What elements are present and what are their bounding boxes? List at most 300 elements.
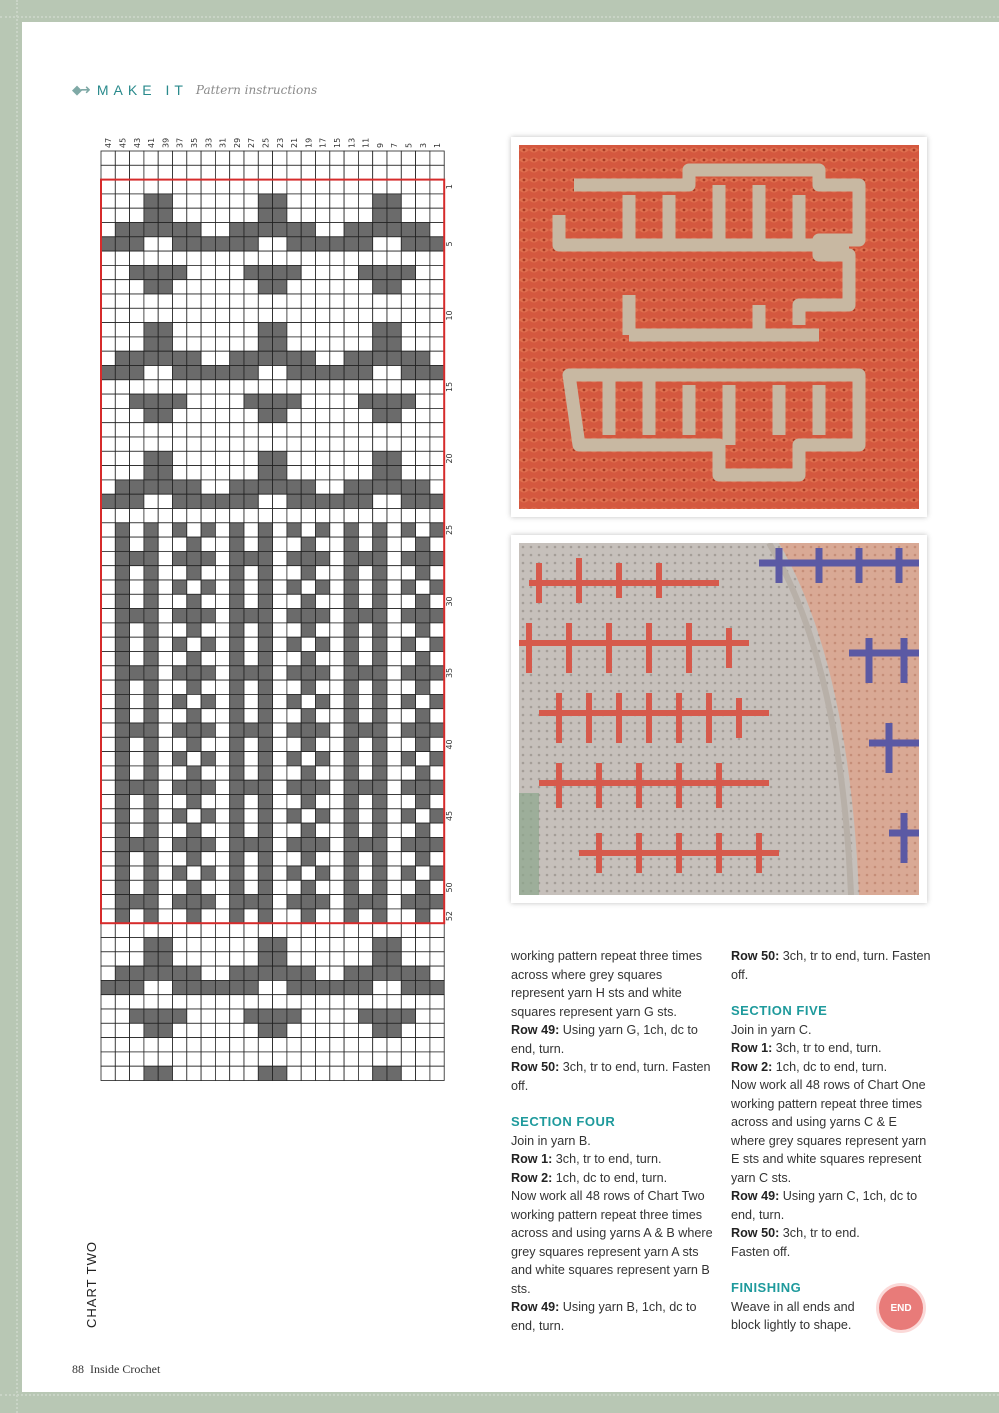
chart-cell <box>215 780 229 794</box>
chart-cell <box>115 966 129 980</box>
chart-cell <box>144 980 158 994</box>
chart-cell <box>301 623 315 637</box>
chart-cell <box>316 323 330 337</box>
chart-cell <box>130 795 144 809</box>
chart-cell <box>430 866 444 880</box>
chart-cell <box>130 509 144 523</box>
chart-cell <box>316 466 330 480</box>
chart-cell <box>330 151 344 165</box>
chart-cell <box>201 737 215 751</box>
chart-cell <box>387 308 401 322</box>
chart-cell <box>130 1009 144 1023</box>
chart-cell <box>130 165 144 179</box>
chart-cell <box>130 408 144 422</box>
chart-cell <box>344 580 358 594</box>
chart-cell <box>287 680 301 694</box>
chart-cell <box>273 523 287 537</box>
chart-cell <box>101 165 115 179</box>
chart-cell <box>230 723 244 737</box>
chart-cell <box>373 523 387 537</box>
chart-cell <box>416 852 430 866</box>
chart-cell <box>215 823 229 837</box>
chart-cell <box>201 437 215 451</box>
paragraph: Join in yarn C. <box>731 1022 812 1037</box>
chart-cell <box>316 1052 330 1066</box>
chart-cell <box>101 180 115 194</box>
chart-cell <box>316 723 330 737</box>
chart-cell <box>258 251 272 265</box>
chart-cell <box>187 223 201 237</box>
chart-cell <box>287 194 301 208</box>
chart-cell <box>201 251 215 265</box>
chart-cell <box>344 180 358 194</box>
chart-cell <box>201 366 215 380</box>
chart-cell <box>201 1009 215 1023</box>
chart-cell <box>173 923 187 937</box>
chart-cell <box>187 780 201 794</box>
chart-cell <box>330 251 344 265</box>
chart-cell <box>201 1052 215 1066</box>
chart-cell <box>358 837 372 851</box>
chart-cell <box>158 852 172 866</box>
chart-cell <box>258 709 272 723</box>
chart-cell <box>215 709 229 723</box>
chart-cell <box>401 280 415 294</box>
chart-cell <box>101 566 115 580</box>
chart-cell <box>387 165 401 179</box>
chart-cell <box>201 551 215 565</box>
chart-cell <box>316 523 330 537</box>
chart-cell <box>244 394 258 408</box>
chart-cell <box>115 394 129 408</box>
chart-cell <box>387 609 401 623</box>
chart-cell <box>287 423 301 437</box>
chart-cell <box>201 837 215 851</box>
chart-cell <box>230 494 244 508</box>
chart-cell <box>316 394 330 408</box>
chart-cell <box>430 237 444 251</box>
chart-cell <box>244 423 258 437</box>
chart-column-label: 35 <box>189 137 199 148</box>
chart-cell <box>215 995 229 1009</box>
chart-cell <box>373 652 387 666</box>
chart-cell <box>187 551 201 565</box>
paragraph: Weave in all ends and block lightly to shape. <box>731 1299 855 1332</box>
chart-cell <box>101 737 115 751</box>
chart-cell <box>358 966 372 980</box>
chart-cell <box>330 451 344 465</box>
chart-cell <box>258 1009 272 1023</box>
chart-cell <box>158 952 172 966</box>
chart-cell <box>215 852 229 866</box>
chart-column-label: 7 <box>390 142 400 148</box>
chart-cell <box>387 866 401 880</box>
chart-cell <box>244 923 258 937</box>
chart-cell <box>430 509 444 523</box>
chart-cell <box>430 566 444 580</box>
chart-column-label: 1 <box>433 142 443 148</box>
chart-cell <box>115 466 129 480</box>
chart-cell <box>344 694 358 708</box>
chart-cell <box>173 966 187 980</box>
chart-cell <box>101 923 115 937</box>
chart-cell <box>187 580 201 594</box>
chart-cell <box>316 480 330 494</box>
chart-cell <box>101 995 115 1009</box>
chart-row-label: 5 <box>445 241 455 247</box>
chart-cell <box>344 509 358 523</box>
chart-cell <box>373 1023 387 1037</box>
chart-cell <box>344 480 358 494</box>
chart-cell <box>215 980 229 994</box>
chart-cell <box>187 880 201 894</box>
chart-cell <box>316 752 330 766</box>
chart-cell <box>301 723 315 737</box>
page-footer <box>72 1362 160 1377</box>
chart-cell <box>173 895 187 909</box>
chart-cell <box>316 952 330 966</box>
magazine-name: Inside Crochet <box>90 1362 161 1376</box>
chart-cell <box>273 294 287 308</box>
chart-cell <box>358 866 372 880</box>
chart-cell <box>301 165 315 179</box>
chart-cell <box>273 423 287 437</box>
chart-cell <box>416 551 430 565</box>
chart-cell <box>373 351 387 365</box>
chart-cell <box>244 537 258 551</box>
chart-cell <box>301 837 315 851</box>
chart-cell <box>258 165 272 179</box>
chart-cell <box>130 694 144 708</box>
chart-column-label: 41 <box>147 137 157 148</box>
chart-cell <box>101 866 115 880</box>
chart-column-label: 27 <box>247 137 257 148</box>
chart-cell <box>101 766 115 780</box>
chart-cell <box>387 852 401 866</box>
chart-cell <box>287 652 301 666</box>
chart-cell <box>158 566 172 580</box>
chart-cell <box>373 165 387 179</box>
chart-cell <box>215 795 229 809</box>
chart-cell <box>258 752 272 766</box>
chart-cell <box>373 694 387 708</box>
chart-cell <box>173 180 187 194</box>
chart-cell <box>387 1038 401 1052</box>
chart-cell <box>358 880 372 894</box>
chart-cell <box>115 366 129 380</box>
chart-cell <box>215 594 229 608</box>
chart-cell <box>130 337 144 351</box>
chart-cell <box>101 551 115 565</box>
chart-cell <box>373 780 387 794</box>
chart-cell <box>230 666 244 680</box>
chart-cell <box>373 223 387 237</box>
chart-cell <box>430 609 444 623</box>
chart-cell <box>387 752 401 766</box>
chart-cell <box>401 394 415 408</box>
chart-cell <box>401 466 415 480</box>
chart-cell <box>316 852 330 866</box>
chart-cell <box>273 1038 287 1052</box>
chart-cell <box>316 652 330 666</box>
chart-cell <box>273 1052 287 1066</box>
chart-cell <box>187 537 201 551</box>
chart-cell <box>273 537 287 551</box>
chart-cell <box>373 537 387 551</box>
chart-cell <box>316 895 330 909</box>
chart-cell <box>230 938 244 952</box>
chart-cell <box>287 923 301 937</box>
chart-cell <box>101 323 115 337</box>
chart-cell <box>301 709 315 723</box>
chart-cell <box>101 1052 115 1066</box>
chart-cell <box>158 1009 172 1023</box>
chart-cell <box>330 566 344 580</box>
chart-cell <box>144 680 158 694</box>
chart-cell <box>215 623 229 637</box>
chart-cell <box>316 509 330 523</box>
chart-cell <box>101 895 115 909</box>
chart-cell <box>230 551 244 565</box>
chart-cell <box>401 823 415 837</box>
chart-cell <box>373 180 387 194</box>
chart-cell <box>287 523 301 537</box>
chart-cell <box>301 223 315 237</box>
chart-cell <box>130 895 144 909</box>
chart-cell <box>215 394 229 408</box>
chart-cell <box>144 466 158 480</box>
chart-cell <box>316 909 330 923</box>
chart-cell <box>144 394 158 408</box>
chart-cell <box>101 694 115 708</box>
chart-cell <box>358 423 372 437</box>
chart-cell <box>373 895 387 909</box>
chart-cell <box>201 866 215 880</box>
chart-cell <box>173 480 187 494</box>
chart-cell <box>230 208 244 222</box>
chart-cell <box>287 451 301 465</box>
chart-cell <box>130 194 144 208</box>
chart-cell <box>158 866 172 880</box>
chart-cell <box>130 823 144 837</box>
chart-cell <box>230 895 244 909</box>
chart-cell <box>430 1009 444 1023</box>
chart-cell <box>258 208 272 222</box>
chart-cell <box>430 895 444 909</box>
chart-cell <box>201 237 215 251</box>
chart-cell <box>258 823 272 837</box>
chart-cell <box>101 466 115 480</box>
chart-row-label: 25 <box>445 524 455 536</box>
chart-cell <box>187 852 201 866</box>
chart-cell <box>373 466 387 480</box>
chart-cell <box>158 494 172 508</box>
chart-cell <box>401 337 415 351</box>
chart-cell <box>358 809 372 823</box>
chart-cell <box>387 494 401 508</box>
chart-cell <box>344 980 358 994</box>
chart-cell <box>273 837 287 851</box>
chart-cell <box>387 151 401 165</box>
chart-cell <box>387 909 401 923</box>
chart-cell <box>115 795 129 809</box>
chart-cell <box>244 780 258 794</box>
chart-cell <box>273 980 287 994</box>
chart-cell <box>301 1066 315 1080</box>
chart-cell <box>244 408 258 422</box>
chart-cell <box>244 566 258 580</box>
chart-cell <box>301 609 315 623</box>
chart-cell <box>430 709 444 723</box>
chart-cell <box>387 523 401 537</box>
chart-cell <box>330 880 344 894</box>
chart-cell <box>158 780 172 794</box>
chart-cell <box>187 509 201 523</box>
chart-cell <box>416 580 430 594</box>
chart-cell <box>287 709 301 723</box>
chart-cell <box>144 752 158 766</box>
chart-cell <box>401 952 415 966</box>
chart-cell <box>344 566 358 580</box>
chart-cell <box>401 208 415 222</box>
chart-cell <box>301 966 315 980</box>
chart-cell <box>230 795 244 809</box>
chart-cell <box>230 952 244 966</box>
chart-cell <box>373 938 387 952</box>
chart-cell <box>387 451 401 465</box>
chart-cell <box>358 680 372 694</box>
chart-cell <box>201 523 215 537</box>
chart-cell <box>316 351 330 365</box>
chart-cell <box>401 537 415 551</box>
chart-cell <box>144 323 158 337</box>
chart-cell <box>115 923 129 937</box>
chart-cell <box>416 938 430 952</box>
chart-cell <box>387 938 401 952</box>
chart-cell <box>401 752 415 766</box>
chart-cell <box>215 680 229 694</box>
chart-cell <box>273 451 287 465</box>
row-instruction: Row 2: 1ch, dc to end, turn. <box>511 1170 668 1185</box>
chart-cell <box>330 1009 344 1023</box>
row-instruction: Row 50: 3ch, tr to end, turn. Fasten off. <box>511 1060 711 1093</box>
chart-cell <box>373 795 387 809</box>
chart-cell <box>416 180 430 194</box>
chart-cell <box>244 723 258 737</box>
chart-cell <box>158 480 172 494</box>
chart-cell <box>130 709 144 723</box>
chart-cell <box>187 752 201 766</box>
chart-cell <box>344 880 358 894</box>
chart-cell <box>330 308 344 322</box>
section-title: MAKE IT <box>96 82 188 98</box>
chart-cell <box>158 580 172 594</box>
chart-cell <box>387 923 401 937</box>
chart-cell <box>244 766 258 780</box>
chart-cell <box>344 165 358 179</box>
chart-cell <box>158 1038 172 1052</box>
chart-cell <box>244 609 258 623</box>
chart-cell <box>301 737 315 751</box>
chart-cell <box>187 180 201 194</box>
chart-cell <box>358 265 372 279</box>
chart-cell <box>144 637 158 651</box>
chart-cell <box>373 208 387 222</box>
chart-cell <box>201 680 215 694</box>
chart-cell <box>287 323 301 337</box>
chart-cell <box>158 823 172 837</box>
chart-cell <box>230 637 244 651</box>
chart-cell <box>287 509 301 523</box>
chart-cell <box>144 666 158 680</box>
chart-cell <box>330 180 344 194</box>
chart-cell <box>430 909 444 923</box>
chart-cell <box>101 852 115 866</box>
chart-cell <box>130 766 144 780</box>
chart-cell <box>316 337 330 351</box>
chart-cell <box>430 180 444 194</box>
chart-cell <box>373 952 387 966</box>
chart-cell <box>330 165 344 179</box>
chart-cell <box>215 294 229 308</box>
chart-cell <box>115 308 129 322</box>
chart-cell <box>344 623 358 637</box>
chart-cell <box>287 394 301 408</box>
chart-cell <box>287 909 301 923</box>
chart-cell <box>287 437 301 451</box>
chart-cell <box>230 509 244 523</box>
chart-cell <box>158 609 172 623</box>
chart-cell <box>201 580 215 594</box>
chart-cell <box>173 194 187 208</box>
chart-cell <box>215 952 229 966</box>
chart-cell <box>101 208 115 222</box>
chart-cell <box>273 480 287 494</box>
chart-cell <box>215 351 229 365</box>
chart-cell <box>230 294 244 308</box>
chart-cell <box>101 952 115 966</box>
chart-cell <box>287 809 301 823</box>
chart-cell <box>387 666 401 680</box>
chart-cell <box>344 938 358 952</box>
chart-cell <box>430 351 444 365</box>
chart-cell <box>144 795 158 809</box>
chart-cell <box>215 523 229 537</box>
chart-cell <box>130 308 144 322</box>
chart-cell <box>387 795 401 809</box>
chart-cell <box>401 294 415 308</box>
chart-cell <box>130 780 144 794</box>
chart-cell <box>358 437 372 451</box>
chart-cell <box>144 537 158 551</box>
chart-cell <box>215 666 229 680</box>
chart-cell <box>344 408 358 422</box>
chart-cell <box>373 609 387 623</box>
chart-cell <box>416 780 430 794</box>
chart-cell <box>330 952 344 966</box>
chart-cell <box>258 766 272 780</box>
chart-cell <box>273 895 287 909</box>
chart-cell <box>330 394 344 408</box>
chart-cell <box>130 1023 144 1037</box>
chart-cell <box>358 551 372 565</box>
chart-cell <box>330 980 344 994</box>
chart-cell <box>358 280 372 294</box>
chart-cell <box>187 938 201 952</box>
chart-cell <box>101 423 115 437</box>
chart-cell <box>387 566 401 580</box>
chart-cell <box>416 652 430 666</box>
